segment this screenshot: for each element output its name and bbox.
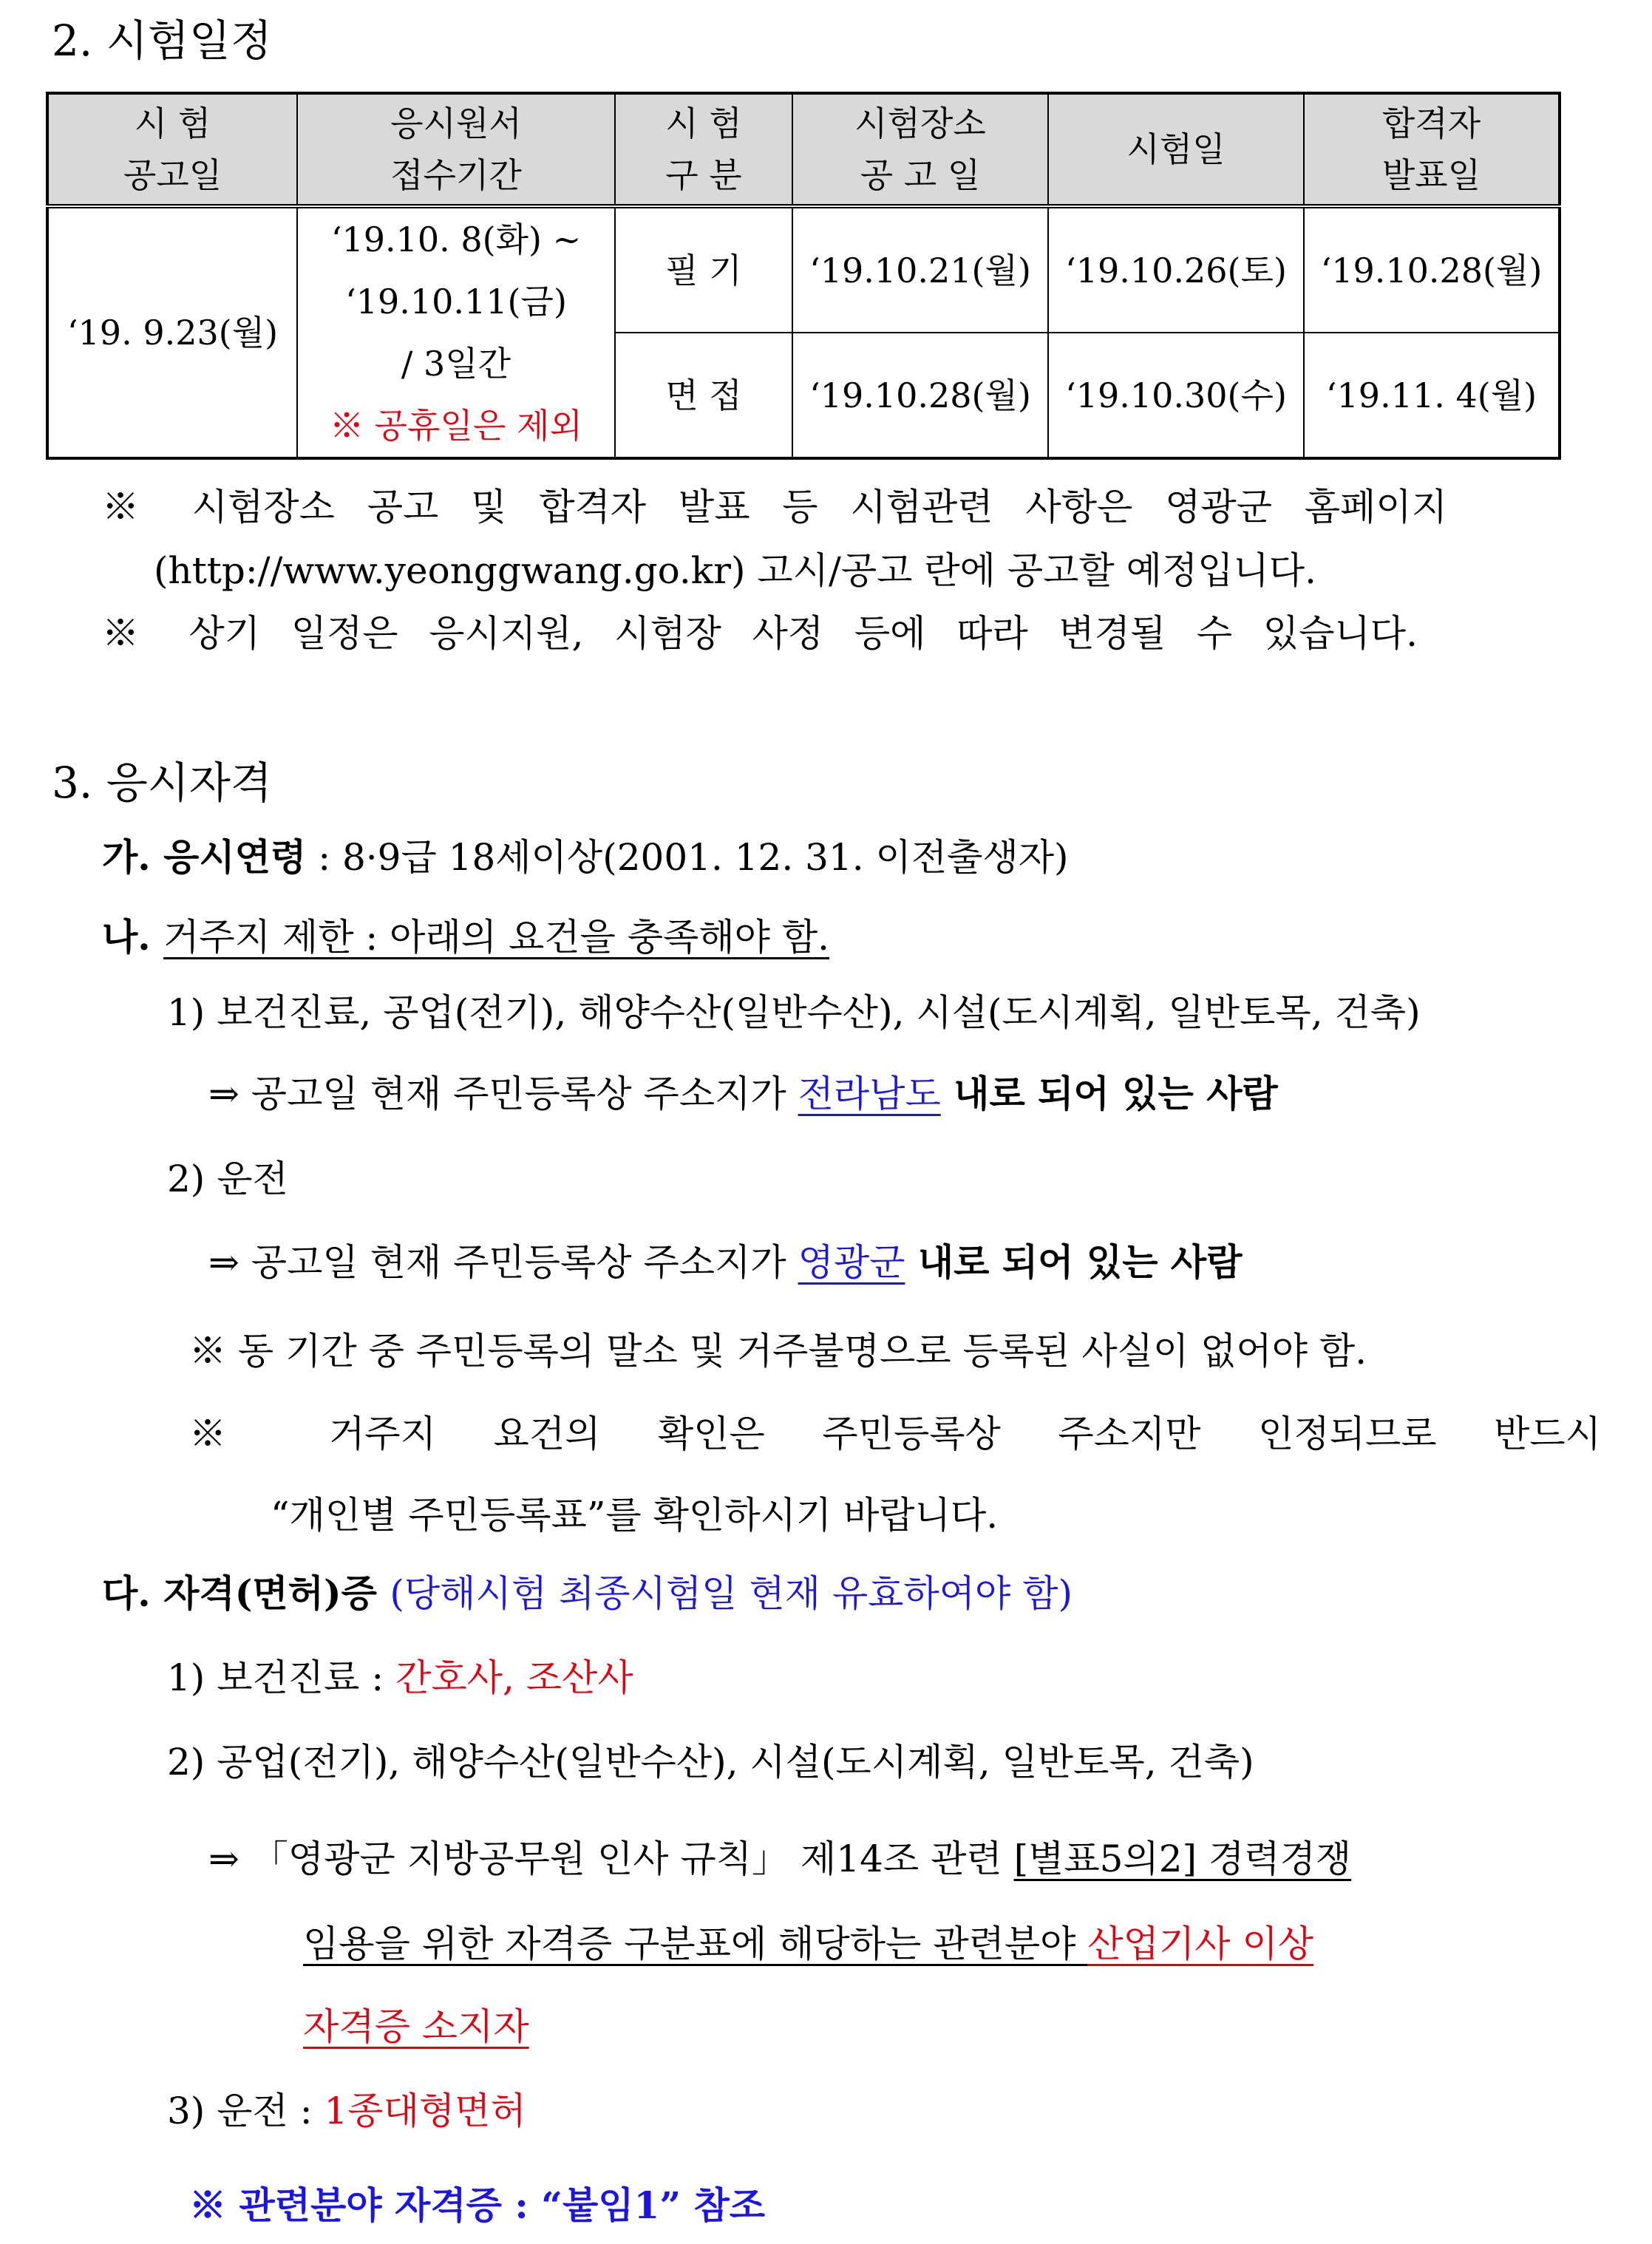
license-item-1: 1) 보건진료 : 간호사, 조산사 <box>167 1656 633 1699</box>
exam-date: ‘19.10.30(수) <box>1048 333 1304 458</box>
age-requirement: 가. 응시연령 : 8·9급 18세이상(2001. 12. 31. 이전출생자) <box>102 835 1069 879</box>
header-venue: 시험장소 공 고 일 <box>792 93 1048 206</box>
type-written: 필 기 <box>615 206 792 333</box>
license-item-2-line3: 자격증 소지자 <box>303 2005 529 2048</box>
residence-note-2b: “개인별 주민등록표”를 확인하시기 바랍니다. <box>271 1494 999 1537</box>
license-requirement: 다. 자격(면허)증 (당해시험 최종시험일 현재 유효하여야 함) <box>102 1571 1073 1615</box>
residence-item-2: 2) 운전 <box>167 1157 288 1200</box>
residence-note-2: ※ 거주지 요건의 확인은 주민등록상 주소지만 인정되므로 반드시 <box>189 1412 1601 1455</box>
schedule-note-3: ※ 상기 일정은 응시지원, 시험장 사정 등에 따라 변경될 수 있습니다. <box>102 612 1418 655</box>
residence-item-2-detail: ⇒ 공고일 현재 주민등록상 주소지가 영광군 내로 되어 있는 사람 <box>208 1240 1243 1284</box>
license-item-2-line2: 임용을 위한 자격증 구분표에 해당하는 관련분야 산업기사 이상 <box>303 1922 1314 1965</box>
residence-restriction: 나. 거주지 제한 : 아래의 요건을 충족해야 함. <box>102 915 830 959</box>
table-row <box>47 206 1560 333</box>
header-result: 합격자 발표일 <box>1304 93 1560 206</box>
schedule-note-2: (http://www.yeonggwang.go.kr) 고시/공고 란에 공고할 예정입니다. <box>154 549 1317 592</box>
exam-date: ‘19.10.26(토) <box>1048 206 1304 333</box>
header-apply: 응시원서 접수기간 <box>297 93 615 206</box>
schedule-table <box>46 92 1561 460</box>
apply-note: ※ 공휴일은 제외 <box>330 406 582 446</box>
header-type: 시 험 구 분 <box>615 93 792 206</box>
license-item-3: 3) 운전 : 1종대형면허 <box>167 2090 526 2132</box>
header-exam: 시험일 <box>1048 93 1304 206</box>
schedule-note-1: ※ 시험장소 공고 및 합격자 발표 등 시험관련 사항은 영광군 홈페이지 <box>102 486 1447 528</box>
apply-period: ‘19.10. 8(화) ~ ‘19.10.11(금) / 3일간 ※ 공휴일은 제외 <box>297 206 615 458</box>
license-item-2: 2) 공업(전기), 해양수산(일반수산), 시설(도시계획, 일반토목, 건축) <box>167 1741 1254 1784</box>
residence-note-1: ※ 동 기간 중 주민등록의 말소 및 거주불명으로 등록된 사실이 없어야 함. <box>189 1330 1367 1373</box>
section3-title: 3. 응시자격 <box>52 758 272 808</box>
header-announce: 시 험 공고일 <box>47 93 297 206</box>
license-item-2-line1: ⇒ 「영광군 지방공무원 인사 규칙」 제14조 관련 [별표5의2] 경력경쟁 <box>208 1837 1352 1880</box>
venue-date: ‘19.10.28(월) <box>792 333 1048 458</box>
section2-title: 2. 시험일정 <box>52 16 272 66</box>
region-jeonnam: 전라남도 <box>798 1072 941 1115</box>
announce-date: ‘19. 9.23(월) <box>47 206 297 458</box>
result-date: ‘19.10.28(월) <box>1304 206 1560 333</box>
result-date: ‘19.11. 4(월) <box>1304 333 1560 458</box>
region-yeonggwang: 영광군 <box>798 1241 905 1284</box>
table-header-row <box>47 93 1560 206</box>
venue-date: ‘19.10.21(월) <box>792 206 1048 333</box>
residence-item-1: 1) 보건진료, 공업(전기), 해양수산(일반수산), 시설(도시계획, 일반토목, 건축) <box>167 991 1421 1034</box>
attachment-note: ※ 관련분야 자격증 : “붙임1” 참조 <box>189 2183 766 2227</box>
residence-item-1-detail: ⇒ 공고일 현재 주민등록상 주소지가 전라남도 내로 되어 있는 사람 <box>208 1072 1278 1115</box>
type-interview: 면 접 <box>615 333 792 458</box>
